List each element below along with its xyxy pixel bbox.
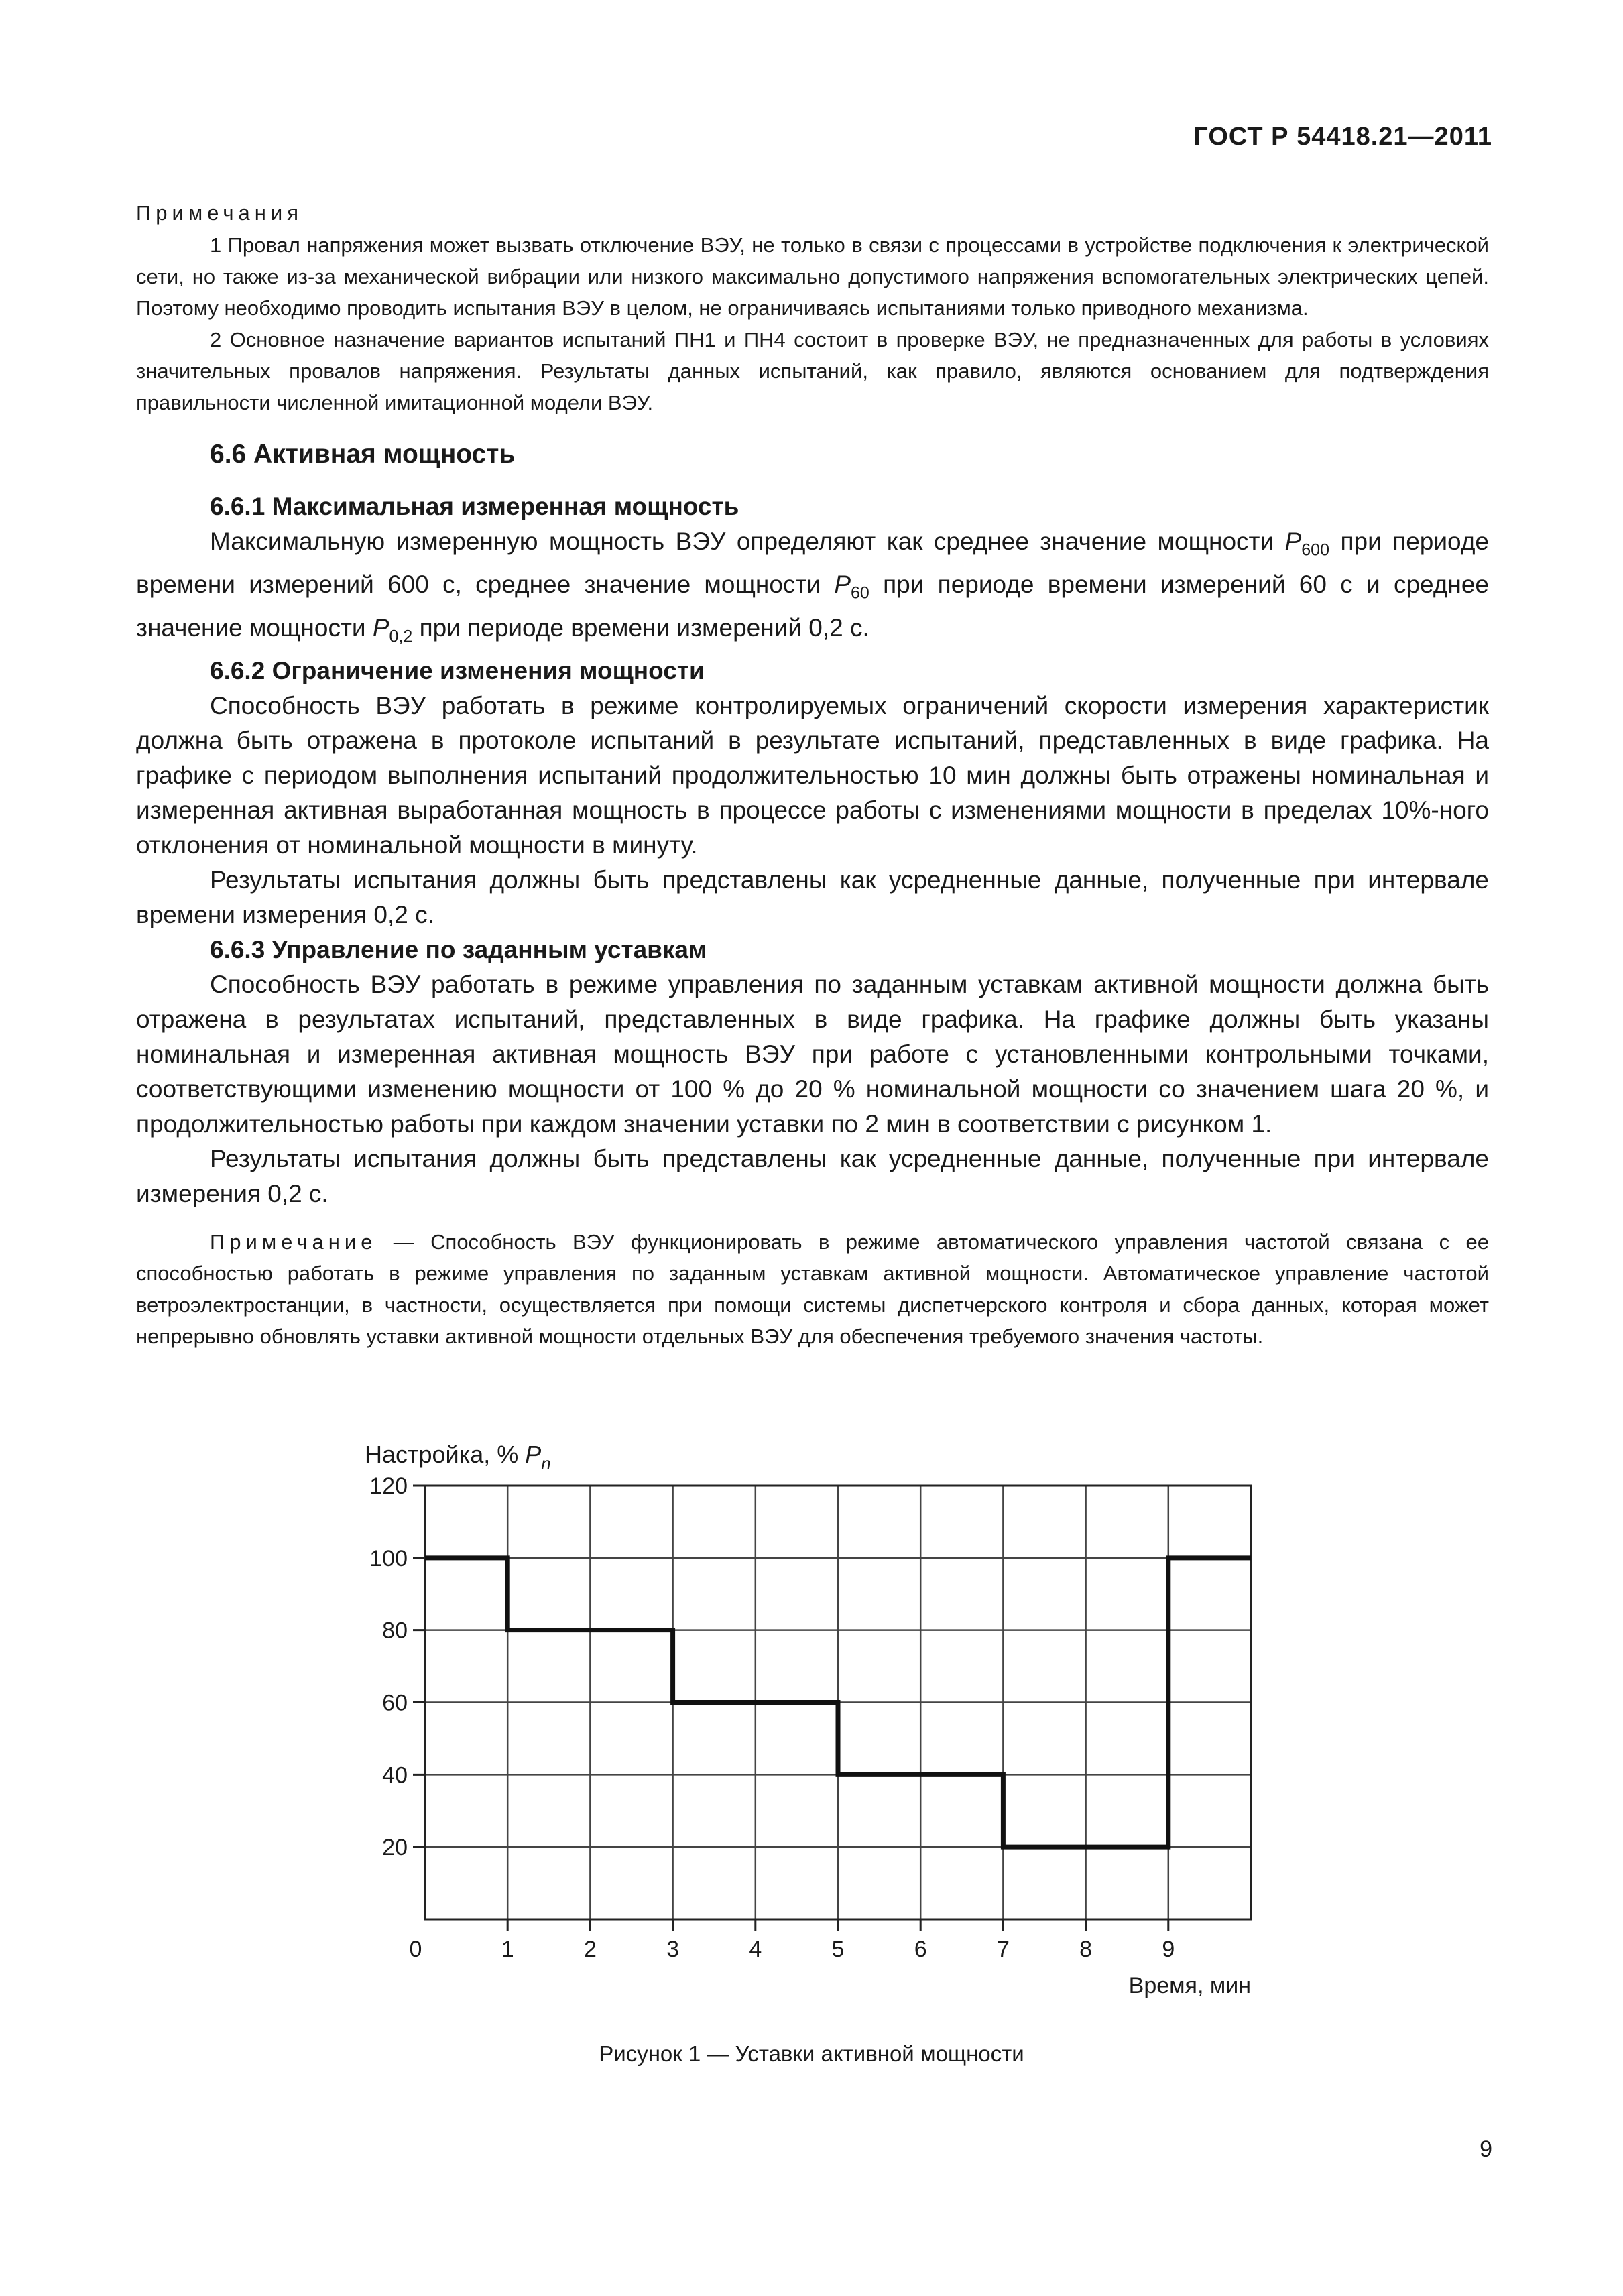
section-6-6-3-paragraph-1: Способность ВЭУ работать в режиме управления по заданным уставкам активной мощности должна быть отражена в результатах испытаний, представленных в виде графика. На графике должны быть указаны номинальная и измеренная активная мощность ВЭУ при работе с установленными контрольными точками, соответствующими изменению мощности от 100 % до 20 % номинальной мощности со значением шага 20 %, и продолжительностью работы при каждом значении уставки по 2 мин в соответствии с рисунком 1. xyxy=(136,971,1489,1138)
text-run: при периоде времени измерений 0,2 с. xyxy=(412,613,869,642)
note-dash: — xyxy=(377,1230,431,1254)
y-tick-label: 60 xyxy=(382,1690,408,1716)
section-6-6-2-paragraph-2: Результаты испытания должны быть представлены как усредненные данные, полученные при интервале времени измерения 0,2 с. xyxy=(136,866,1489,929)
section-6-6-title: 6.6 Активная мощность xyxy=(210,440,516,469)
setpoint-chart xyxy=(0,1408,1623,2011)
power-symbol: P xyxy=(834,570,851,599)
figure-caption: Рисунок 1 — Уставки активной мощности xyxy=(599,2041,1024,2066)
x-tick-label: 3 xyxy=(666,1937,680,1962)
y-axis-label: Настройка, % $P_n$ xyxy=(365,1441,551,1473)
note-item-2: 2 Основное назначение вариантов испытаний ПН1 и ПН4 состоит в проверке ВЭУ, не предназначенных для работы в условиях значительных провалов напряжения. Результаты данных испытаний, как правило, являются основанием для подтверждения правильности численной имитационной модели ВЭУ. xyxy=(136,328,1489,414)
power-symbol: P xyxy=(1284,528,1302,555)
section-6-6-1-title: 6.6.1 Максимальная измеренная мощность xyxy=(210,493,739,520)
x-tick-label: 4 xyxy=(749,1937,762,1962)
power-subscript: 600 xyxy=(1301,540,1329,560)
y-tick-label: 100 xyxy=(369,1545,408,1571)
power-subscript: 60 xyxy=(851,583,869,603)
note-paragraph xyxy=(136,1226,1489,1352)
section-6-6-3-title: 6.6.3 Управление по заданным уставкам xyxy=(210,936,707,964)
x-tick-label: 2 xyxy=(583,1937,597,1962)
text-run: при периоде времени измерений 60 с и среднее значение мощности xyxy=(136,570,1489,642)
document-body xyxy=(136,197,1489,1352)
page-number: 9 xyxy=(1480,2136,1492,2162)
x-tick-label: 8 xyxy=(1079,1937,1093,1962)
text-run: Максимальную измеренную мощность ВЭУ определяют как среднее значение мощности xyxy=(210,528,1285,555)
y-tick-label: 20 xyxy=(382,1835,408,1861)
x-tick-label: 7 xyxy=(996,1937,1010,1962)
power-symbol: P xyxy=(372,613,389,642)
x-tick-label: 1 xyxy=(501,1937,514,1962)
section-6-6-1-paragraph xyxy=(136,524,1489,654)
note-item-1: 1 Провал напряжения может вызвать отключение ВЭУ, не только в связи с процессами в устройстве подключения к электрической сети, но также из-за механической вибрации или низкого максимально допустимого напряжения вспомогательных электрических цепей. Поэтому необходимо проводить испытания ВЭУ в целом, не ограничиваясь испытаниями только приводного механизма. xyxy=(136,233,1489,320)
x-tick-label: 6 xyxy=(914,1937,927,1962)
y-tick-label: 120 xyxy=(369,1473,408,1499)
note-text: Способность ВЭУ функционировать в режиме автоматического управления частотой связана с ее способностью работать в режиме управления по заданным уставкам активной мощности. Автоматическое управление частотой ветроэлектростанции, в частности, осуществляется при помощи системы диспетчерского контроля и сбора данных, которая может непрерывно обновлять уставки активной мощности отдельных ВЭУ для обеспечения требуемого значения частоты. xyxy=(136,1230,1489,1349)
section-6-6-2-title: 6.6.2 Ограничение изменения мощности xyxy=(210,657,705,685)
chart-svg xyxy=(0,1408,1623,2011)
note-label: Примечание xyxy=(210,1230,377,1254)
document-code: ГОСТ Р 54418.21—2011 xyxy=(1193,123,1492,151)
y-tick-label: 40 xyxy=(382,1762,408,1789)
x-axis-label: Время, мин xyxy=(1128,1973,1251,1998)
text-run: при периоде времени измерений 600 с, среднее значение мощности xyxy=(136,528,1489,599)
notes-heading: Примечания xyxy=(136,201,303,225)
power-subscript: 0,2 xyxy=(389,627,413,646)
x-tick-label: 0 xyxy=(409,1937,422,1962)
x-tick-label: 9 xyxy=(1162,1937,1175,1962)
section-6-6-2-paragraph-1: Способность ВЭУ работать в режиме контролируемых ограничений скорости измерения характеристик должна быть отражена в протоколе испытаний в результате испытаний, представленных в виде графика. На графике с периодом выполнения испытаний продолжительностью 10 мин должны быть отражены номинальная и измеренная активная выработанная мощность в процессе работы с изменениями мощности в пределах 10%-ного отклонения от номинальной мощности в минуту. xyxy=(136,692,1489,859)
x-tick-label: 5 xyxy=(831,1937,845,1962)
y-tick-label: 80 xyxy=(382,1618,408,1644)
section-6-6-3-paragraph-2: Результаты испытания должны быть представлены как усредненные данные, полученные при интервале измерения 0,2 с. xyxy=(136,1145,1489,1208)
